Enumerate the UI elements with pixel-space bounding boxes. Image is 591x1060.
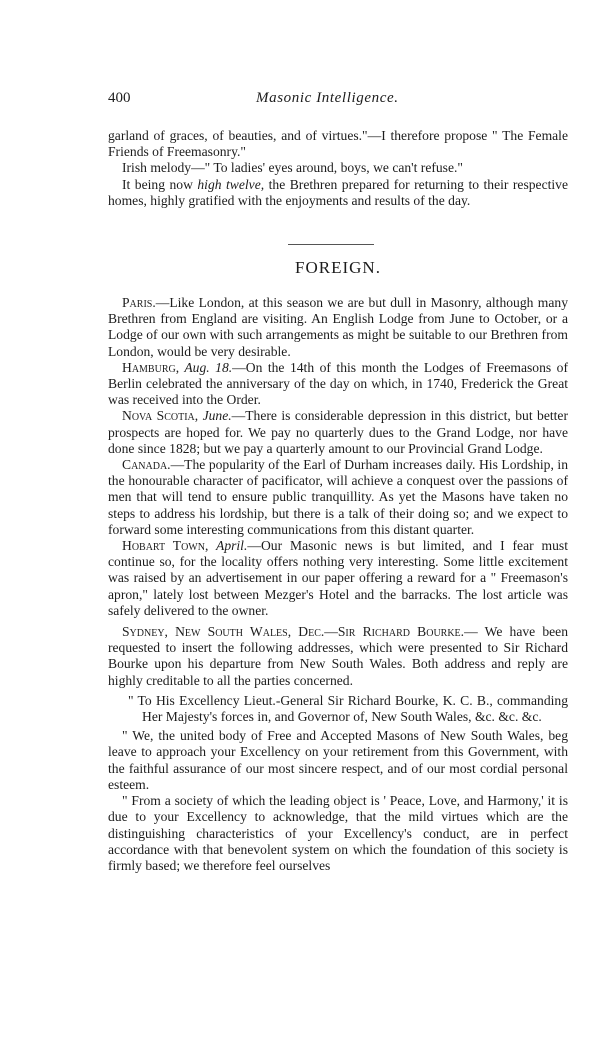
foreign-news <box>108 295 568 874</box>
place-name: Paris. <box>122 295 156 310</box>
section-title: FOREIGN. <box>295 258 381 277</box>
address-paragraph-1: " We, the united body of Free and Accepted Masons of New South Wales, beg leave to approach your Excellency on your retirement from this Government, with the faithful assurance of our most sincere respect, and of our most cordial personal esteem. <box>108 728 568 792</box>
paragraph-canada: Canada.—The popularity of the Earl of Durham increases daily. His Lordship, in the honourable character of pacificator, will achieve a conquest over the passions of men that will tend to ensure public tranquillity. As yet the Masons have taken no steps to address his lordship, but there is a talk of their doing so; and we expect to forward some interesting communications from this distant quarter. <box>108 457 568 537</box>
paragraph-paris: Paris.—Like London, at this season we are but dull in Masonry, although many Brethren from England are visiting. An English Lodge from June to October, or a Lodge of our own with such arrangements as might be suitable to our Brethren from London, would be very desirable. <box>108 295 568 359</box>
paragraph-sydney: Sydney, New South Wales, Dec.—Sir Richard Bourke.— We have been requested to insert the following addresses, which were presented to Sir Richard Bourke upon his departure from New South Wales. Both address and reply are highly creditable to all the parties concerned. <box>108 624 569 688</box>
page-number: 400 <box>108 90 131 106</box>
opening-text <box>108 128 568 209</box>
page-header <box>108 90 568 112</box>
place-name: Canada. <box>122 457 171 473</box>
place-name: Sydney, New South Wales, Dec. <box>122 624 325 640</box>
running-title: Masonic Intelligence. <box>256 90 399 106</box>
paragraph-melody: Irish melody—" To ladies' eyes around, boys, we can't refuse." <box>122 160 463 176</box>
address-paragraph-2: " From a society of which the leading object is ' Peace, Love, and Harmony,' it is due to your Excellency to acknowledge, that the mild virtues which are the distinguishing characteristics of your Excellency's conduct, are in perfect accordance with that benevolent system on which the foundation of this society is firmly based; we therefore feel ourselves <box>108 793 568 873</box>
address-heading: " To His Excellency Lieut.-General Sir Richard Bourke, K. C. B., commanding Her Majesty's forces in, and Governor of, New South Wales, &c. &c. &c. <box>128 692 568 725</box>
place-name: Nova Scotia, <box>122 408 199 424</box>
place-name: Hobart Town, <box>122 538 209 554</box>
paragraph-toast: garland of graces, of beauties, and of virtues."—I therefore propose " The Female Friends of Freemasonry." <box>108 128 568 160</box>
section-divider <box>288 244 374 245</box>
place-name: Hamburg, <box>122 359 180 375</box>
paragraph-hamburg: Hamburg, Aug. 18.—On the 14th of this month the Lodges of Freemasons of Berlin celebrated the anniversary of the day on which, in 1740, Frederick the Great was received into the Order. <box>108 359 568 408</box>
paragraph-high-twelve: It being now high twelve, the Brethren prepared for returning to their respective homes, highly gratified with the enjoyments and results of the day. <box>108 176 568 208</box>
paragraph-nova-scotia: Nova Scotia, June.—There is considerable depression in this district, but better prospects are hoped for. We pay no quarterly dues to the Grand Lodge, nor have done since 1828; but we pay a quarterly amount to our Provincial Grand Lodge. <box>108 408 568 456</box>
paragraph-hobart-town: Hobart Town, April.—Our Masonic news is but limited, and I fear must continue so, for the locality offers nothing very interesting. Some little excitement was raised by an advertisement in our paper offering a reward for a " Freemason's apron," lately lost between Mezger's Hotel and the barracks. The lost article was safely delivered to the owner. <box>108 538 568 618</box>
